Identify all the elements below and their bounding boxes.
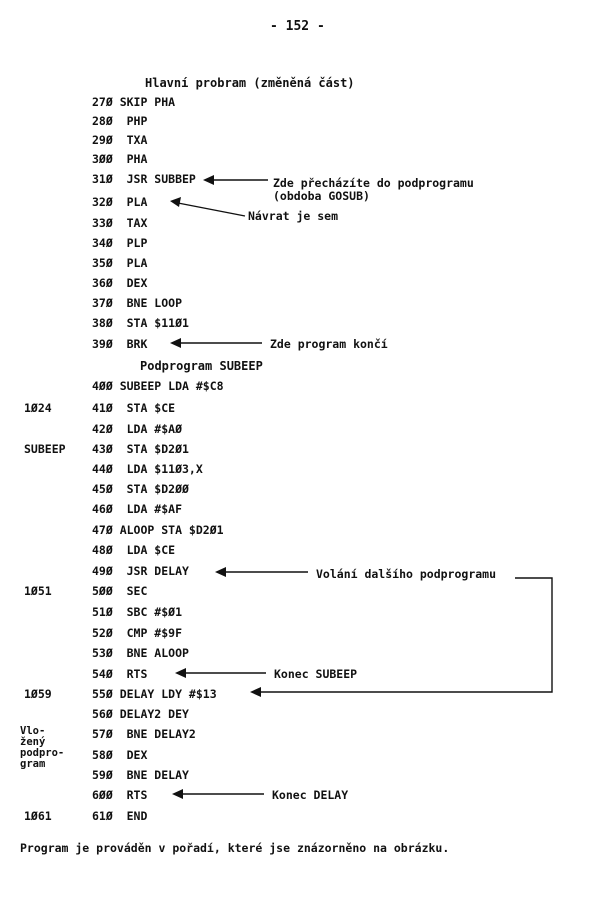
note-gosub: (obdoba GOSUB) xyxy=(273,189,370,203)
code-line: 3ØØ PHA xyxy=(92,152,148,166)
address-label-1051: 1Ø51 xyxy=(24,584,52,598)
code-line: 27Ø SKIP PHA xyxy=(92,95,176,109)
nested-program-label-line: podpro- xyxy=(20,747,65,759)
nested-program-label-line: Vlo- xyxy=(20,725,46,737)
code-line: 33Ø TAX xyxy=(92,216,148,230)
code-line: 56Ø DELAY2 DEY xyxy=(92,707,189,721)
code-line: 49Ø JSR DELAY xyxy=(92,564,189,578)
code-line: 51Ø SBC #$Ø1 xyxy=(92,605,183,619)
note-end-subeep: Konec SUBEEP xyxy=(274,667,358,681)
code-line: 29Ø TXA xyxy=(92,133,148,147)
code-line: 46Ø LDA #$AF xyxy=(92,502,183,516)
page-number: - 152 - xyxy=(270,19,325,34)
code-line: 59Ø BNE DELAY xyxy=(92,768,189,782)
arrowhead-brk xyxy=(170,338,181,348)
arrow-return xyxy=(178,203,245,216)
code-line: 54Ø RTS xyxy=(92,667,148,681)
code-line: 35Ø PLA xyxy=(92,256,148,270)
code-line: 31Ø JSR SUBBEP xyxy=(92,172,196,186)
main-program-heading: Hlavní probram (změněná část) xyxy=(145,76,355,90)
code-line: 41Ø STA $CE xyxy=(92,401,176,415)
code-line: 43Ø STA $D2Ø1 xyxy=(92,442,189,456)
code-line: 5ØØ SEC xyxy=(92,584,148,598)
arrowhead-delay xyxy=(250,687,261,697)
code-line: 34Ø PLP xyxy=(92,236,148,250)
arrowhead-jsr-delay xyxy=(215,567,226,577)
code-line: 52Ø CMP #$9F xyxy=(92,626,183,640)
code-line: 48Ø LDA $CE xyxy=(92,543,176,557)
subprogram-heading: Podprogram SUBEEP xyxy=(140,359,263,373)
note-jsr-call: Zde přecházíte do podprogramu xyxy=(273,176,474,190)
code-line: 57Ø BNE DELAY2 xyxy=(92,727,196,741)
code-line: 58Ø DEX xyxy=(92,748,148,762)
footer-text: Program je prováděn v pořadí, které jse znázorněno na obrázku. xyxy=(20,841,450,855)
nested-program-label-line: gram xyxy=(20,758,46,770)
code-line: 39Ø BRK xyxy=(92,337,148,351)
code-line: 61Ø END xyxy=(92,809,148,823)
code-line: 44Ø LDA $11Ø3,X xyxy=(92,462,203,476)
code-line: 53Ø BNE ALOOP xyxy=(92,646,189,660)
arrowhead-end-subeep xyxy=(175,668,186,678)
arrowhead-jsr xyxy=(203,175,214,185)
nested-program-label-line: žený xyxy=(20,736,46,748)
connector-call-to-delay xyxy=(260,578,552,692)
note-end-delay: Konec DELAY xyxy=(272,788,349,802)
arrowhead-return xyxy=(170,197,181,207)
arrowhead-end-delay xyxy=(172,789,183,799)
code-line: 47Ø ALOOP STA $D2Ø1 xyxy=(92,523,224,537)
code-line: 45Ø STA $D2ØØ xyxy=(92,482,189,496)
code-line: 32Ø PLA xyxy=(92,195,148,209)
note-program-ends: Zde program končí xyxy=(270,337,388,351)
address-label-1024: 1Ø24 xyxy=(24,401,52,415)
note-return-here: Návrat je sem xyxy=(248,209,339,223)
code-line: 38Ø STA $11Ø1 xyxy=(92,316,189,330)
code-line: 36Ø DEX xyxy=(92,276,148,290)
code-line: 37Ø BNE LOOP xyxy=(92,296,183,310)
subroutine-label: SUBEEP xyxy=(24,442,66,456)
code-line: 28Ø PHP xyxy=(92,114,148,128)
note-call-next-subroutine: Volání dalšího podprogramu xyxy=(316,567,497,581)
address-label-1059: 1Ø59 xyxy=(24,687,52,701)
code-line: 55Ø DELAY LDY #$13 xyxy=(92,687,217,701)
code-line: 4ØØ SUBEEP LDA #$C8 xyxy=(92,379,224,393)
address-label-1061: 1Ø61 xyxy=(24,809,52,823)
code-line: 42Ø LDA #$AØ xyxy=(92,422,183,436)
code-line: 6ØØ RTS xyxy=(92,788,148,802)
